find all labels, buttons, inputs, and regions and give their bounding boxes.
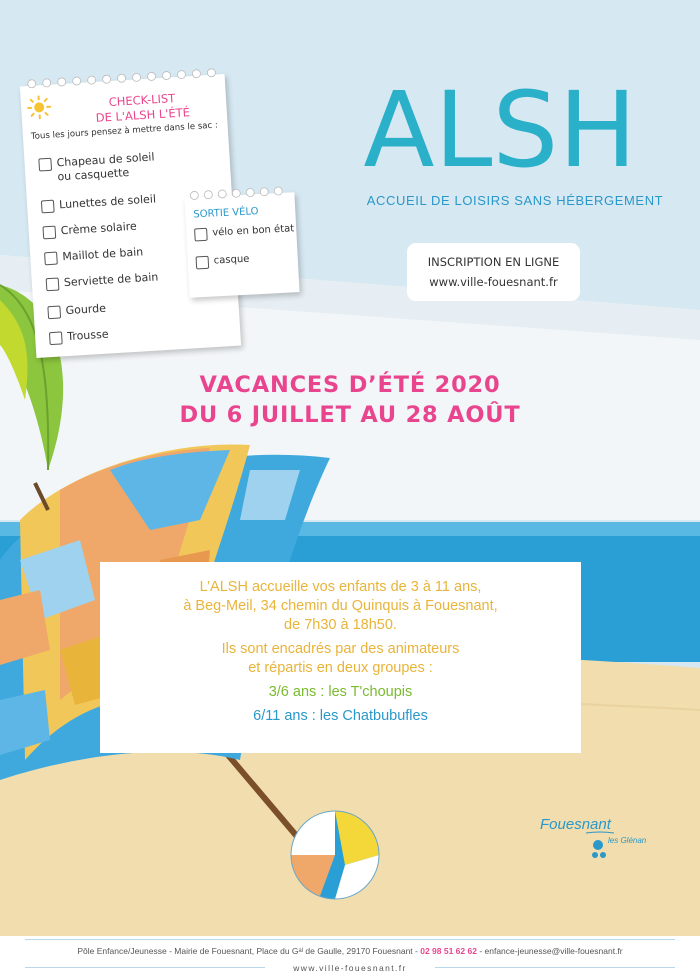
footer-phone[interactable]: 02 98 51 62 62 — [420, 946, 477, 956]
bike-checklist-item-label: vélo en bon état — [212, 223, 295, 239]
info-line: et répartis en deux groupes : — [248, 660, 433, 676]
checklist-item — [47, 302, 106, 320]
footer-divider — [25, 939, 675, 940]
checklist-item-label: Gourde — [65, 301, 107, 318]
bike-checklist-item — [195, 253, 249, 270]
title-dates-line1: VACANCES D’ÉTÉ 2020 — [199, 372, 501, 398]
checkbox-icon — [41, 200, 55, 214]
info-line: de 7h30 à 18h50. — [284, 617, 397, 633]
group-toddlers: 3/6 ans : les T'choupis — [268, 684, 413, 700]
page-title — [120, 370, 580, 430]
group-kids: 6/11 ans : les Chatbubufles — [253, 708, 428, 724]
checklist-item — [38, 150, 155, 185]
registration-box — [407, 243, 580, 301]
checklist-item — [46, 270, 159, 291]
info-line: L’ALSH accueille vos enfants de 3 à 11 ans, — [199, 579, 482, 595]
footer-address: Pôle Enfance/Jeunesse - Mairie de Fouesnant, Place du Gᵃˡ de Gaulle, 29170 Fouesnant - — [77, 946, 421, 956]
checkbox-icon — [38, 158, 52, 172]
fouesnant-logo — [540, 813, 660, 863]
bike-outing-note — [184, 192, 299, 298]
sun-icon — [26, 95, 51, 120]
footer — [0, 936, 700, 979]
bike-checklist-item — [194, 222, 295, 241]
checklist-item-label: Crème solaire — [60, 219, 138, 238]
checkbox-icon — [46, 278, 60, 292]
checkbox-icon — [44, 252, 58, 266]
fouesnant-logo-name: Fouesnant — [540, 816, 611, 833]
checklist-item-label: Serviette de bain — [63, 270, 159, 290]
checklist-item — [41, 192, 157, 213]
checkbox-icon — [196, 256, 210, 270]
footer-email[interactable]: - enfance-jeunesse@ville-fouesnant.fr — [476, 946, 623, 956]
info-line: Ils sont encadrés par des animateurs — [221, 641, 460, 657]
checkbox-icon — [194, 228, 208, 242]
registration-label: INSCRIPTION EN LIGNE — [427, 255, 560, 269]
alsh-logo — [350, 58, 650, 178]
checklist-item-label: Lunettes de soleil — [58, 192, 157, 212]
beach-ball — [291, 811, 379, 899]
bike-checklist-item-label: casque — [213, 253, 250, 267]
title-dates-line2: DU 6 JUILLET AU 28 AOÛT — [179, 402, 521, 428]
footer-website[interactable]: www.ville-fouesnant.fr — [293, 963, 407, 973]
alsh-logo-text: ALSH — [363, 69, 637, 178]
info-line: à Beg-Meil, 34 chemin du Quinquis à Fouesnant, — [183, 598, 498, 614]
checklist-item-label: Maillot de bain — [61, 245, 144, 264]
fouesnant-logo-sub: les Glénan — [608, 836, 647, 845]
checkbox-icon — [49, 331, 63, 345]
checklist-item — [42, 220, 137, 240]
checklist-intro: Tous les jours pensez à mettre dans le sac : — [30, 120, 219, 142]
footer-contact — [0, 946, 700, 956]
page-subtitle: ACCUEIL DE LOISIRS SANS HÉBERGEMENT — [366, 193, 664, 208]
registration-link[interactable]: www.ville-fouesnant.fr — [429, 275, 558, 289]
fouesnant-emblem-icon — [592, 840, 606, 858]
checklist-item-label: Trousse — [66, 327, 109, 344]
checklist-title-line2: DE L'ALSH L'ÉTÉ — [95, 105, 191, 125]
checklist-item — [49, 328, 109, 346]
checkbox-icon — [42, 226, 56, 240]
checkbox-icon — [47, 305, 61, 319]
bike-outing-title: SORTIE VÉLO — [193, 206, 259, 221]
checklist-item-label: Chapeau de soleil ou casquette — [56, 150, 155, 184]
checklist-title-line1: CHECK-LIST — [108, 91, 176, 110]
checklist-item — [44, 245, 144, 265]
info-box — [100, 562, 581, 753]
